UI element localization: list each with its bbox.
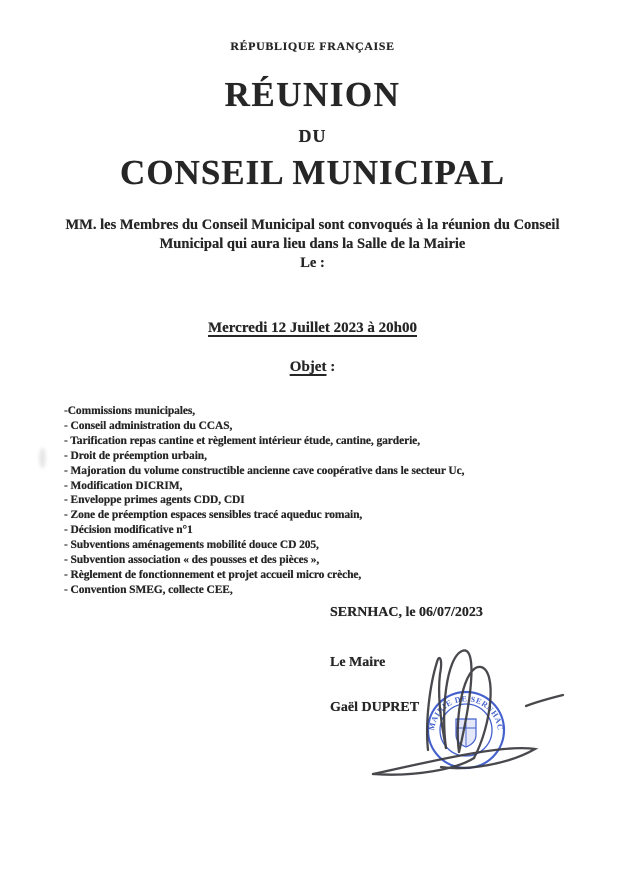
agenda-item: - Subventions aménagements mobilité douce CD 205,: [64, 539, 319, 552]
signatory-title: Le Maire: [330, 655, 386, 670]
agenda-item: - Convention SMEG, collecte CEE,: [64, 583, 233, 596]
convocation-line-1: MM. les Membres du Conseil Municipal sont convoqués à la réunion du Conseil: [65, 217, 560, 233]
agenda-item: -Commissions municipales,: [64, 405, 196, 417]
title-du: DU: [298, 126, 327, 146]
signatory-name: Gaël DUPRET: [330, 700, 420, 715]
object-colon: :: [326, 359, 336, 375]
republic-heading: RÉPUBLIQUE FRANÇAISE: [230, 39, 395, 53]
agenda-item: - Majoration du volume constructible ancienne cave coopérative dans le secteur Uc,: [64, 464, 465, 477]
title-reunion: RÉUNION: [224, 75, 401, 114]
meeting-datetime: [0, 320, 625, 337]
signature-and-stamp: [345, 640, 575, 790]
agenda-item: - Zone de préemption espaces sensibles tracé aqueduc romain,: [64, 509, 363, 522]
agenda-item: - Décision modificative n°1: [64, 524, 193, 537]
agenda-item: - Conseil administration du CCAS,: [64, 419, 233, 432]
agenda-list: [64, 404, 595, 598]
meeting-datetime-text: Mercredi 12 Juillet 2023 à 20h00: [207, 320, 417, 336]
agenda-item: - Enveloppe primes agents CDD, CDI: [64, 494, 245, 507]
stamp-text: MAIRIE DE SERNHAC: [426, 694, 505, 732]
agenda-item: - Droit de préemption urbain,: [64, 449, 207, 462]
convocation-line-2: Municipal qui aura lieu dans la Salle de la Mairie: [159, 236, 466, 252]
convocation-paragraph: [0, 216, 625, 273]
agenda-item: - Modification DICRIM,: [64, 479, 183, 492]
place-and-date: SERNHAC, le 06/07/2023: [330, 605, 483, 620]
object-heading: [0, 359, 625, 376]
object-label: Objet: [289, 359, 327, 375]
title-conseil-municipal: CONSEIL MUNICIPAL: [120, 153, 505, 192]
agenda-item: - Règlement de fonctionnement et projet accueil micro crèche,: [64, 568, 362, 581]
scan-smudge: [39, 448, 46, 468]
agenda-item: - Subvention association « des pousses et des pièces »,: [64, 554, 320, 567]
agenda-item: - Tarification repas cantine et règlement intérieur étude, cantine, garderie,: [64, 434, 420, 447]
convocation-line-3: Le :: [300, 255, 325, 271]
